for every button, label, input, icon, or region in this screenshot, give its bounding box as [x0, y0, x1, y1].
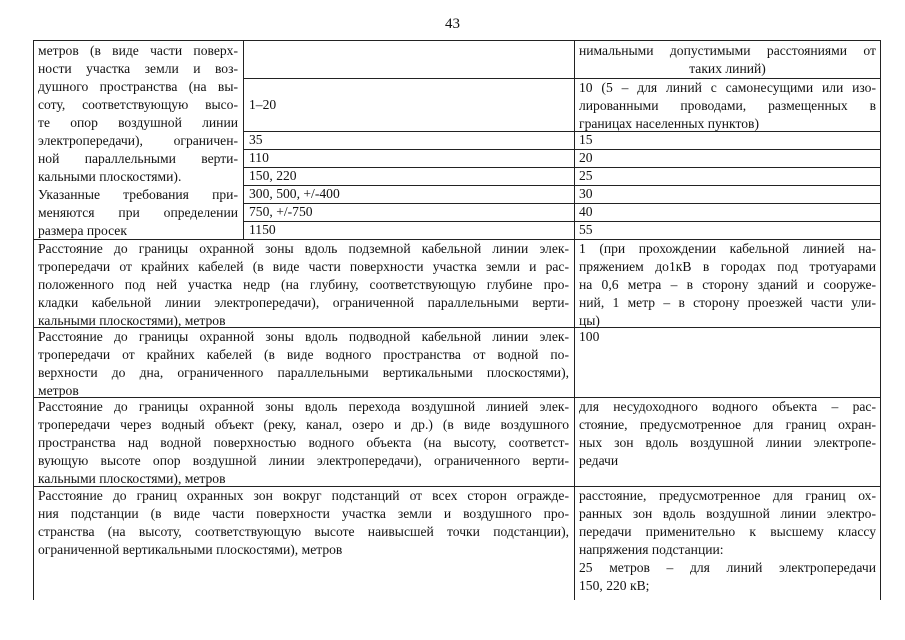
table-right-border	[880, 40, 881, 600]
distance-cell: 55	[579, 222, 593, 237]
table-row-divider	[243, 167, 881, 168]
voltage-cell: 35	[249, 132, 263, 147]
underground-cable-description: Расстояние до границы охранной зоны вдоль подземной кабельной линии элек- тропередачи от крайних кабелей (в виде части поверхности участка земли и рас- положенного под ней участка недр (на глубину, соответствующую глубине про- кладки кабельной линии электропередачи), ограниченной параллельными верти- кальными плоскостями), метров	[38, 241, 569, 328]
distance-cell: 15	[579, 132, 593, 147]
water-crossing-description: Расстояние до границы охранной зоны вдоль перехода воздушной линией элек- тропередачи через водный объект (реку, канал, озеро и др.) (в виде воздушного пространства над водной поверхностью водного объекта (на высоту, соответст- вующую высоте опор воздушной линии электропередачи), ограниченного верти- кальными плоскостями), метров	[38, 399, 569, 486]
underwater-cable-description: Расстояние до границы охранной зоны вдоль подводной кабельной линии элек- тропередачи от крайних кабелей (в виде водного пространства от водной по- верхности до дна, ограниченного параллельными вертикальными плоскостями), метров	[38, 329, 569, 398]
overhead-line-description: метров (в виде части поверх- ности участка земли и воз- душного пространства (на вы- соту, соответствующую высо- те опор воздушной линии электропередачи), ограничен- ной параллельными верти- кальными плоскостями). Указанные требования при- меняются при определении размера просек	[38, 43, 238, 238]
distance-cell: 25	[579, 168, 593, 183]
table-row-divider	[243, 149, 881, 150]
voltage-cell: 300, 500, +/-400	[249, 186, 340, 201]
underwater-cable-distance: 100	[579, 329, 600, 344]
voltage-cell: 1–20	[249, 97, 277, 112]
water-crossing-distance: для несудоходного водного объекта – рас- стояние, предусмотренное для границ охран- ных зон вдоль воздушной линии электропе- редачи	[579, 399, 876, 468]
voltage-cell: 110	[249, 150, 269, 165]
distance-cell: 40	[579, 204, 593, 219]
voltage-cell: 750, +/-750	[249, 204, 313, 219]
distance-cell: 20	[579, 150, 593, 165]
table-column-divider	[574, 40, 575, 600]
substation-distance: расстояние, предусмотренное для границ ох- ранных зон вдоль воздушной линии электро- передачи применительно к высшему классу напряжения подстанции: 25 метров – для линий электропередачи 150, 220 кВ;	[579, 488, 876, 593]
table-row-divider	[243, 203, 881, 204]
table-row-divider	[243, 221, 881, 222]
page-number: 43	[445, 16, 460, 32]
distance-cell: 30	[579, 186, 593, 201]
table-top-border	[33, 40, 881, 41]
distance-cell: 10 (5 – для линий с самонесущими или изо- лированными проводами, размещенных в границах населенных пунктов)	[579, 80, 876, 131]
table-left-border	[33, 40, 34, 600]
underground-cable-distance: 1 (при прохождении кабельной линией на- пряжением до1кВ в городах под тротуарами на 0,6 метра – в сторону зданий и сооруже- ний, 1 метр – в сторону проезжей части ули- цы)	[579, 241, 876, 328]
distance-cell-continuation: нимальными допустимыми расстояниями от таких линий)	[579, 43, 876, 76]
substation-description: Расстояние до границ охранных зон вокруг подстанций от всех сторон огражде- ния подстанции (в виде части поверхности участка земли и воздушного про- странства (на высоту, соответствующую высоте наивысшей точки подстанции), ограниченной вертикальными плоскостями), метров	[38, 488, 569, 557]
voltage-cell: 150, 220	[249, 168, 297, 183]
voltage-cell: 1150	[249, 222, 276, 237]
table-inner-border	[243, 40, 244, 239]
